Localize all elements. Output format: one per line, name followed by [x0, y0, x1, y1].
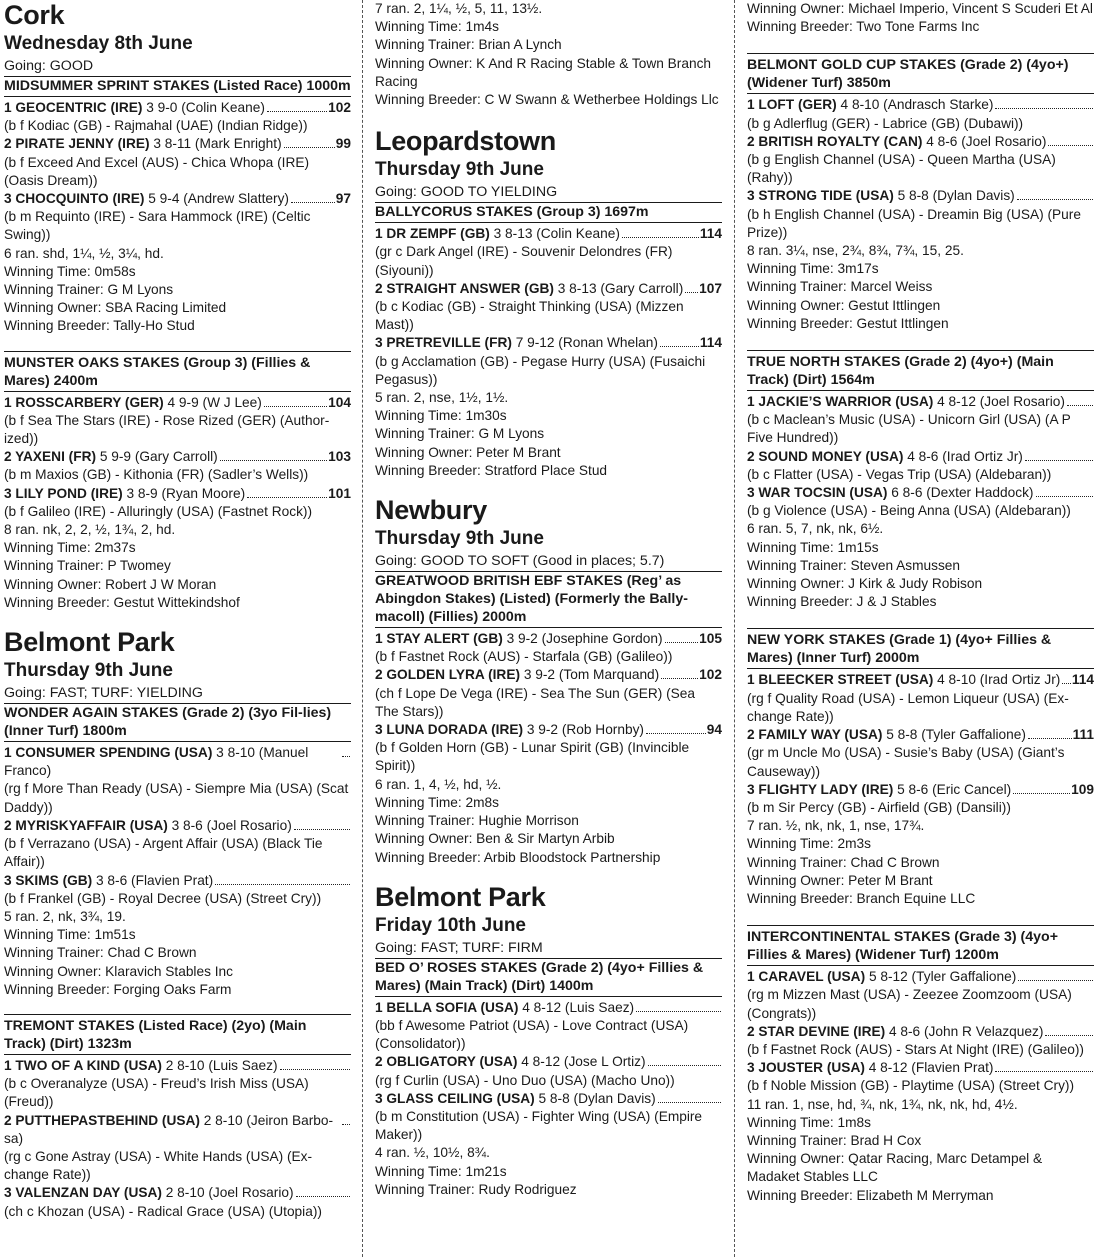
result-row: 2 YAXENI (FR) 5 9-9 (Gary Carroll) 103: [4, 449, 351, 465]
venue-title: Belmont Park: [375, 881, 546, 912]
breeding-line: (b m Sir Percy (GB) - Airfield (GB) (Dansili)): [747, 799, 1011, 815]
race-title: WONDER AGAIN STAKES (Grade 2) (3yo Fil-lies) (Inner Turf) 1800m: [4, 704, 351, 742]
breeding-line: (b g English Channel (USA) - Queen Martha (USA) (Rahy)): [747, 152, 1056, 186]
winning-trainer: Winning Trainer: Marcel Weiss: [747, 279, 933, 295]
race-block: [747, 628, 1094, 908]
winning-breeder: Winning Breeder: Two Tone Farms Inc: [747, 19, 980, 35]
breeding-line: (b c Maclean’s Music (USA) - Unicorn Girl (USA) (A P Five Hundred)): [747, 412, 1071, 446]
breeding-line: (rg f More Than Ready (USA) - Siempre Mia (USA) (Scat Daddy)): [4, 781, 349, 815]
winning-owner: Winning Owner: Qatar Racing, Marc Detampel & Madaket Stables LLC: [747, 1151, 1043, 1185]
race-block: [375, 203, 722, 480]
race-block: [4, 1014, 351, 1221]
race-title: MUNSTER OAKS STAKES (Group 3) (Fillies & Mares) 2400m: [4, 354, 351, 392]
distances-line: 5 ran. 2, nse, 1½, 1½.: [375, 390, 509, 406]
race-block: [747, 925, 1094, 1205]
breeding-line: (b h English Channel (USA) - Dreamin Big (USA) (Pure Prize)): [747, 206, 1081, 240]
going-text: Going: FAST; TURF: YIELDING: [4, 683, 351, 704]
distances-line: 7 ran. ½, nk, nk, 1, nse, 17¾.: [747, 818, 925, 834]
winning-time: Winning Time: 0m58s: [4, 263, 136, 279]
race-title: TRUE NORTH STAKES (Grade 2) (4yo+) (Main Track) (Dirt) 1564m: [747, 353, 1094, 391]
result-row: 1 JACKIE’S WARRIOR (USA) 4 8-12 (Joel Rosario): [747, 393, 1094, 411]
race-title: INTERCONTINENTAL STAKES (Grade 3) (4yo+ Fillies & Mares) (Widener Turf) 1200m: [747, 928, 1094, 966]
winning-time: Winning Time: 1m4s: [375, 19, 499, 35]
result-row: 2 STRAIGHT ANSWER (GB) 3 8-13 (Gary Carroll) 107: [375, 280, 722, 296]
result-row: 1 BLEECKER STREET (USA) 4 8-10 (Irad Ortiz Jr) 114: [747, 672, 1094, 688]
race-title: BALLYCORUS STAKES (Group 3) 1697m: [375, 203, 722, 223]
result-row: 2 PUTTHEPASTBEHIND (USA) 2 8-10 (Jeiron Barbo-sa): [4, 1112, 351, 1148]
winning-trainer: Winning Trainer: Hughie Morrison: [375, 813, 579, 829]
result-row: 2 PIRATE JENNY (IRE) 3 8-11 (Mark Enright) 99: [4, 136, 351, 152]
winning-breeder: Winning Breeder: Gestut Wittekindshof: [4, 594, 240, 610]
result-row: 3 STRONG TIDE (USA) 5 8-8 (Dylan Davis): [747, 187, 1094, 205]
race-block: [375, 572, 722, 867]
breeding-line: (ch f Lope De Vega (IRE) - Sea The Sun (GER) (Sea The Stars)): [375, 685, 696, 719]
result-row: 2 MYRISKYAFFAIR (USA) 3 8-6 (Joel Rosario): [4, 817, 351, 835]
winning-time: Winning Time: 1m8s: [747, 1114, 871, 1130]
distances-line: 8 ran. 3¼, nse, 2¾, 8¾, 7¾, 15, 25.: [747, 243, 964, 259]
meeting-date: Thursday 9th June: [375, 528, 544, 550]
winning-time: Winning Time: 1m21s: [375, 1163, 507, 1179]
result-row: 3 SKIMS (GB) 3 8-6 (Flavien Prat): [4, 872, 351, 890]
winning-trainer: Winning Trainer: Brian A Lynch: [375, 37, 562, 53]
breeding-line: (bb f Awesome Patriot (USA) - Love Contract (USA) (Consolidator)): [375, 1017, 689, 1052]
meeting-date: Thursday 9th June: [375, 159, 544, 181]
race-block: [747, 53, 1094, 333]
breeding-line: (rg c Gone Astray (USA) - White Hands (USA) (Ex-change Rate)): [4, 1148, 313, 1183]
result-row: 1 DR ZEMPF (GB) 3 8-13 (Colin Keane) 114: [375, 226, 722, 242]
breeding-line: (b c Flatter (USA) - Vegas Trip (USA) (Aldebaran)): [747, 466, 1052, 482]
breeding-line: (b c Kodiac (GB) - Straight Thinking (USA) (Mizzen Mast)): [375, 299, 684, 333]
race-continued: [375, 0, 722, 109]
result-row: 2 GOLDEN LYRA (IRE) 3 9-2 (Tom Marquand) 102: [375, 667, 722, 683]
result-row: 2 STAR DEVINE (IRE) 4 8-6 (John R Velazquez): [747, 1023, 1094, 1041]
winning-trainer: Winning Trainer: Rudy Rodriguez: [375, 1181, 577, 1197]
going-text: Going: GOOD TO SOFT (Good in places; 5.7): [375, 551, 722, 572]
meeting-date: Thursday 9th June: [4, 660, 173, 682]
result-row: 2 OBLIGATORY (USA) 4 8-12 (Jose L Ortiz): [375, 1053, 722, 1071]
distances-line: 4 ran. ½, 10½, 8¾.: [375, 1145, 490, 1161]
race-block: [4, 351, 351, 612]
winning-breeder: Winning Breeder: Branch Equine LLC: [747, 890, 976, 906]
meeting-date: Friday 10th June: [375, 914, 526, 936]
breeding-line: (rg f Quality Road (USA) - Lemon Liqueur (USA) (Ex-change Rate)): [747, 690, 1069, 724]
breeding-line: (b g Acclamation (GB) - Pegase Hurry (USA) (Fusaichi Pegasus)): [375, 353, 706, 387]
race-block: [4, 77, 351, 336]
result-row: 1 TWO OF A KIND (USA) 2 8-10 (Luis Saez): [4, 1057, 351, 1075]
column-separator: [734, 0, 735, 1257]
result-row: 3 WAR TOCSIN (USA) 6 8-6 (Dexter Haddock): [747, 484, 1094, 502]
distances-line: 6 ran. shd, 1¼, ½, 3¼, hd.: [4, 245, 164, 261]
winning-trainer: Winning Trainer: Brad H Cox: [747, 1132, 922, 1148]
column-1: [4, 0, 351, 1257]
breeding-line: (b f Galileo (IRE) - Alluringly (USA) (Fastnet Rock)): [4, 503, 313, 519]
winning-owner: Winning Owner: J Kirk & Judy Robison: [747, 576, 983, 592]
result-row: 1 BELLA SOFIA (USA) 4 8-12 (Luis Saez): [375, 999, 722, 1017]
result-row: 2 FAMILY WAY (USA) 5 8-8 (Tyler Gaffalione) 111: [747, 727, 1094, 743]
venue-cork: [4, 0, 351, 612]
breeding-line: (b f Noble Mission (GB) - Playtime (USA) (Street Cry)): [747, 1078, 1075, 1094]
venue-title: Leopardstown: [375, 126, 556, 157]
breeding-line: (gr m Uncle Mo (USA) - Susie’s Baby (USA) (Giant’s Causeway)): [747, 745, 1065, 779]
winning-owner: Winning Owner: Peter M Brant: [747, 872, 933, 888]
column-3: [747, 0, 1094, 1257]
venue-title: Cork: [4, 0, 65, 30]
result-row: 1 ROSSCARBERY (GER) 4 9-9 (W J Lee) 104: [4, 394, 351, 410]
column-separator: [362, 0, 363, 1257]
winning-time: Winning Time: 1m30s: [375, 408, 507, 424]
breeding-line: (b f Exceed And Excel (AUS) - Chica Whopa (IRE) (Oasis Dream)): [4, 154, 310, 188]
breeding-line: (ch c Khozan (USA) - Radical Grace (USA) (Utopia)): [4, 1203, 322, 1219]
venue-title: Newbury: [375, 495, 487, 526]
result-row: 3 FLIGHTY LADY (IRE) 5 8-6 (Eric Cancel) 109: [747, 781, 1094, 797]
winning-owner: Winning Owner: SBA Racing Limited: [4, 300, 227, 316]
breeding-line: (b m Maxios (GB) - Kithonia (FR) (Sadler’s Wells)): [4, 467, 309, 483]
venue-leopardstown: [375, 126, 722, 480]
winning-time: Winning Time: 1m51s: [4, 927, 136, 943]
venue-newbury: [375, 495, 722, 867]
race-block: [747, 350, 1094, 611]
winning-trainer: Winning Trainer: P Twomey: [4, 558, 171, 574]
distances-line: 6 ran. 1, 4, ½, hd, ½.: [375, 776, 502, 792]
winning-time: Winning Time: 2m3s: [747, 836, 871, 852]
breeding-line: (b f Kodiac (GB) - Rajmahal (UAE) (Indian Ridge)): [4, 118, 308, 134]
winning-owner: Winning Owner: Gestut Ittlingen: [747, 297, 941, 313]
distances-line: 6 ran. 5, 7, nk, nk, 6½.: [747, 521, 884, 537]
winning-trainer: Winning Trainer: Chad C Brown: [747, 854, 940, 870]
winning-trainer: Winning Trainer: G M Lyons: [4, 282, 174, 298]
result-row: 3 LILY POND (IRE) 3 8-9 (Ryan Moore) 101: [4, 485, 351, 501]
winning-breeder: Winning Breeder: C W Swann & Wetherbee Holdings Llc: [375, 92, 719, 108]
race-continued: [747, 0, 1094, 36]
winning-breeder: Winning Breeder: Arbib Bloodstock Partnership: [375, 849, 661, 865]
race-title: GREATWOOD BRITISH EBF STAKES (Reg’ as Abingdon Stakes) (Listed) (Formerly the Bally-macoll) (Fillies) 2000m: [375, 572, 722, 628]
distances-line: 5 ran. 2, nk, 3¾, 19.: [4, 908, 126, 924]
result-row: 1 LOFT (GER) 4 8-10 (Andrasch Starke): [747, 96, 1094, 114]
winning-breeder: Winning Breeder: Tally-Ho Stud: [4, 318, 195, 334]
breeding-line: (rg f Curlin (USA) - Uno Duo (USA) (Macho Uno)): [375, 1072, 675, 1088]
race-title: BED O’ ROSES STAKES (Grade 2) (4yo+ Fillies & Mares) (Main Track) (Dirt) 1400m: [375, 959, 722, 997]
breeding-line: (b f Golden Horn (GB) - Lunar Spirit (GB) (Invincible Spirit)): [375, 740, 690, 774]
result-row: 3 CHOCQUINTO (IRE) 5 9-4 (Andrew Slattery) 97: [4, 191, 351, 207]
result-row: 1 CARAVEL (USA) 5 8-12 (Tyler Gaffalione): [747, 968, 1094, 986]
breeding-line: (b m Constitution (USA) - Fighter Wing (USA) (Empire Maker)): [375, 1108, 703, 1143]
winning-trainer: Winning Trainer: G M Lyons: [375, 426, 545, 442]
result-row: 3 LUNA DORADA (IRE) 3 9-2 (Rob Hornby) 94: [375, 722, 722, 738]
result-row: 3 VALENZAN DAY (USA) 2 8-10 (Joel Rosario): [4, 1184, 351, 1202]
distances-line: 11 ran. 1, nse, hd, ¾, nk, 1¾, nk, nk, hd, 4½.: [747, 1096, 1018, 1112]
venue-title: Belmont Park: [4, 627, 175, 658]
breeding-line: (b f Frankel (GB) - Royal Decree (USA) (Street Cry)): [4, 890, 322, 906]
venue-belmont-park-friday: [375, 882, 722, 1199]
race-block: [375, 959, 722, 1199]
winning-trainer: Winning Trainer: Steven Asmussen: [747, 557, 961, 573]
breeding-line: (b f Verrazano (USA) - Argent Affair (USA) (Black Tie Affair)): [4, 836, 323, 870]
breeding-line: (b c Overanalyze (USA) - Freud’s Irish Miss (USA) (Freud)): [4, 1076, 309, 1110]
winning-owner: Winning Owner: Michael Imperio, Vincent S Scuderi Et Al: [747, 1, 1093, 16]
winning-trainer: Winning Trainer: Chad C Brown: [4, 945, 197, 961]
race-title: NEW YORK STAKES (Grade 1) (4yo+ Fillies & Mares) (Inner Turf) 2000m: [747, 631, 1094, 669]
race-title: BELMONT GOLD CUP STAKES (Grade 2) (4yo+) (Widener Turf) 3850m: [747, 56, 1094, 94]
going-text: Going: FAST; TURF: FIRM: [375, 938, 722, 959]
winning-time: Winning Time: 1m15s: [747, 539, 879, 555]
race-title: MIDSUMMER SPRINT STAKES (Listed Race) 1000m: [4, 77, 351, 97]
venue-belmont-park-thursday: [4, 627, 351, 1221]
result-row: 3 GLASS CEILING (USA) 5 8-8 (Dylan Davis): [375, 1090, 722, 1108]
breeding-line: (b g Violence (USA) - Being Anna (USA) (Aldebaran)): [747, 503, 1071, 519]
race-block: [4, 704, 351, 999]
winning-owner: Winning Owner: Robert J W Moran: [4, 576, 217, 592]
winning-owner: Winning Owner: Klaravich Stables Inc: [4, 963, 233, 979]
distances-line: 8 ran. nk, 2, 2, ½, 1¾, 2, hd.: [4, 522, 176, 538]
winning-owner: Winning Owner: K And R Racing Stable & Town Branch Racing: [375, 55, 712, 89]
result-row: 1 STAY ALERT (GB) 3 9-2 (Josephine Gordon) 105: [375, 631, 722, 647]
result-row: 2 SOUND MONEY (USA) 4 8-6 (Irad Ortiz Jr): [747, 448, 1094, 466]
breeding-line: (b m Requinto (IRE) - Sara Hammock (IRE) (Celtic Swing)): [4, 209, 311, 243]
winning-breeder: Winning Breeder: Stratford Place Stud: [375, 462, 608, 478]
breeding-line: (b f Sea The Stars (IRE) - Rose Rized (GER) (Author-ized)): [4, 412, 330, 447]
winning-breeder: Winning Breeder: Elizabeth M Merryman: [747, 1187, 994, 1203]
result-row: 1 GEOCENTRIC (IRE) 3 9-0 (Colin Keane) 102: [4, 100, 351, 115]
breeding-line: (b f Fastnet Rock (AUS) - Starfala (GB) (Galileo)): [375, 649, 673, 665]
race-title: TREMONT STAKES (Listed Race) (2yo) (Main Track) (Dirt) 1323m: [4, 1017, 351, 1055]
result-row: 1 CONSUMER SPENDING (USA) 3 8-10 (Manuel Franco): [4, 744, 351, 780]
winning-breeder: Winning Breeder: Forging Oaks Farm: [4, 981, 232, 997]
result-row: 3 JOUSTER (USA) 4 8-12 (Flavien Prat): [747, 1059, 1094, 1077]
result-row: 3 PRETREVILLE (FR) 7 9-12 (Ronan Whelan) 114: [375, 335, 722, 351]
column-2: [375, 0, 722, 1257]
going-text: Going: GOOD: [4, 56, 351, 77]
winning-breeder: Winning Breeder: J & J Stables: [747, 594, 937, 610]
breeding-line: (b g Adlerflug (GER) - Labrice (GB) (Dubawi)): [747, 115, 1024, 131]
going-text: Going: GOOD TO YIELDING: [375, 182, 722, 203]
distances-line: 7 ran. 2, 1¼, ½, 5, 11, 13½.: [375, 1, 543, 16]
winning-time: Winning Time: 2m8s: [375, 794, 499, 810]
breeding-line: (b f Fastnet Rock (AUS) - Stars At Night (IRE) (Galileo)): [747, 1041, 1084, 1057]
winning-owner: Winning Owner: Ben & Sir Martyn Arbib: [375, 831, 615, 847]
result-row: 2 BRITISH ROYALTY (CAN) 4 8-6 (Joel Rosario): [747, 133, 1094, 151]
winning-owner: Winning Owner: Peter M Brant: [375, 444, 561, 460]
winning-time: Winning Time: 3m17s: [747, 261, 879, 277]
winning-breeder: Winning Breeder: Gestut Ittlingen: [747, 315, 949, 331]
breeding-line: (gr c Dark Angel (IRE) - Souvenir Delondres (FR) (Siyouni)): [375, 244, 673, 278]
breeding-line: (rg m Mizzen Mast (USA) - Zeezee Zoomzoom (USA) (Congrats)): [747, 987, 1072, 1021]
winning-time: Winning Time: 2m37s: [4, 540, 136, 556]
meeting-date: Wednesday 8th June: [4, 33, 193, 54]
